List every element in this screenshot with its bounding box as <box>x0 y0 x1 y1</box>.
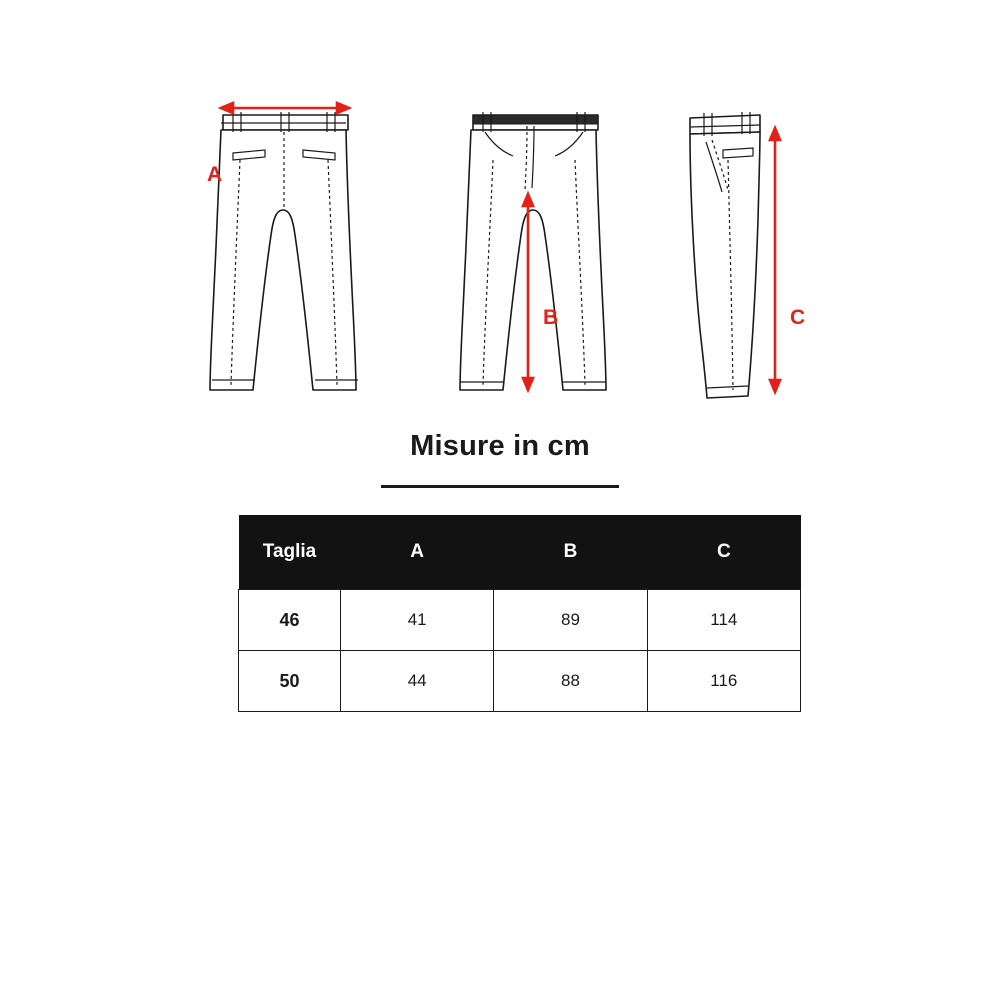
cell-b: 88 <box>494 651 647 712</box>
column-header-b: B <box>494 515 647 590</box>
dimension-arrow-a <box>221 103 349 113</box>
cell-size: 46 <box>239 590 341 651</box>
marker-label-b: B <box>543 306 559 329</box>
column-header-c: C <box>647 515 800 590</box>
dimension-arrow-b <box>523 194 533 390</box>
dimension-arrow-c <box>770 128 780 392</box>
size-table <box>238 515 801 712</box>
illustration-group <box>0 60 1000 420</box>
table-row <box>239 651 801 712</box>
column-header-size: Taglia <box>239 515 341 590</box>
size-table-wrapper <box>238 515 801 712</box>
cell-a: 41 <box>341 590 494 651</box>
size-table-body <box>239 590 801 712</box>
waistband <box>473 115 598 124</box>
trousers-back-view-illustration <box>185 60 385 410</box>
title-block <box>0 430 1000 488</box>
trousers-side-view-illustration <box>660 60 860 410</box>
cell-c: 114 <box>647 590 800 651</box>
table-header-row <box>239 515 801 590</box>
title-divider <box>381 485 619 488</box>
column-header-a: A <box>341 515 494 590</box>
cell-size: 50 <box>239 651 341 712</box>
marker-label-c: C <box>790 306 806 329</box>
size-table-head <box>239 515 801 590</box>
page-title: Misure in cm <box>410 430 590 462</box>
cell-c: 116 <box>647 651 800 712</box>
cell-b: 89 <box>494 590 647 651</box>
cell-a: 44 <box>341 651 494 712</box>
table-row <box>239 590 801 651</box>
trousers-front-view-illustration <box>435 60 635 410</box>
marker-label-a: A <box>207 163 223 186</box>
